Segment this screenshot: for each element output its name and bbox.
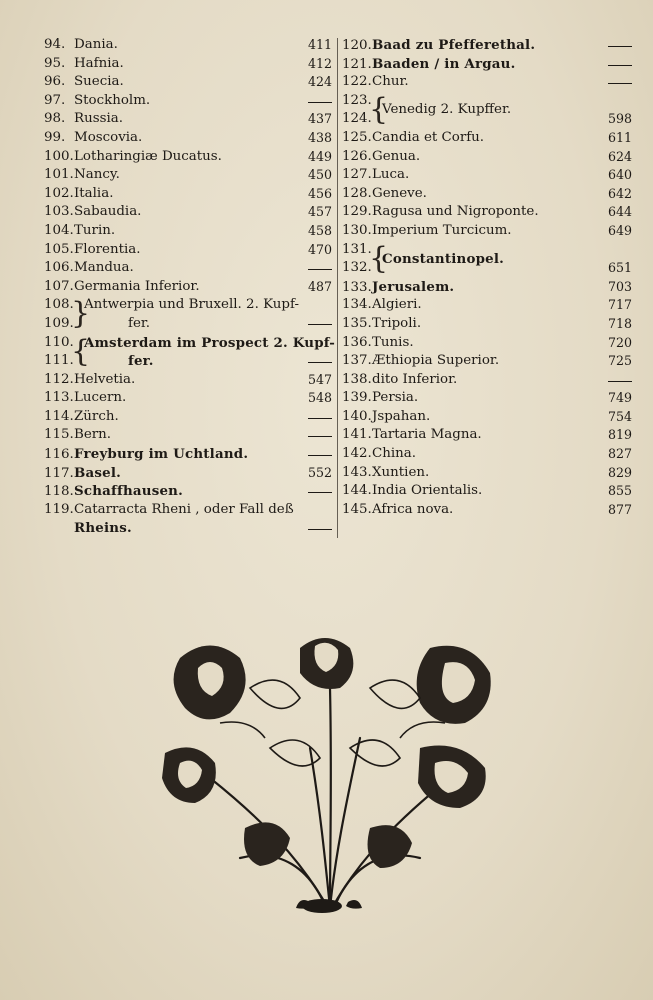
index-entry: 143.Xuntien. 829 — [342, 464, 632, 480]
index-entry: 120.Baad zu Pfefferethal. — [342, 36, 632, 55]
index-entry-pair: 131. 132. { Constantinopel. 651 — [342, 241, 632, 278]
index-entry: 138.dito Inferior. — [342, 371, 632, 390]
index-entry: 119.Catarracta Rheni , oder Fall deß Rheins. — [44, 501, 332, 538]
index-entry: 118.Schaffhausen. — [44, 482, 332, 501]
pair-label: Antwerpia und Bruxell. 2. Kupf- fer. — [84, 297, 299, 331]
index-entry: 133.Jerusalem. 703 — [342, 278, 632, 295]
index-entry: 142.China. 827 — [342, 446, 632, 462]
index-entry: 137.Æthiopia Superior. 725 — [342, 353, 632, 369]
pair-label: Amsterdam im Prospect 2. Kupf- fer. — [84, 334, 336, 370]
pair-numbers: 123. 124. — [342, 92, 372, 127]
index-entry: 99. Moscovia. 438 — [44, 129, 332, 145]
brace-icon: { — [369, 91, 389, 127]
index-entry-pair: 123. 124. { Venedig 2. Kupffer. 598 — [342, 92, 632, 129]
index-entry: 113.Lucern. 548 — [44, 390, 332, 406]
index-entry: 102.Italia. 456 — [44, 185, 332, 201]
index-entry: 105.Florentia. 470 — [44, 241, 332, 257]
index-entry: 129.Ragusa und Nigroponte. 644 — [342, 204, 632, 220]
index-entry: 128.Geneve. 642 — [342, 185, 632, 201]
pair-label: Venedig 2. Kupffer. — [382, 101, 512, 117]
index-entry: 130.Imperium Turcicum. 649 — [342, 222, 632, 238]
index-entry: 115.Bern. — [44, 426, 332, 445]
index-entry: 104.Turin. 458 — [44, 222, 332, 238]
index-column-left — [44, 36, 336, 538]
column-divider — [337, 38, 338, 538]
index-entry: 127.Luca. 640 — [342, 167, 632, 183]
brace-icon: { — [369, 240, 389, 276]
index-entry: 145.Africa nova. 877 — [342, 501, 632, 517]
pair-numbers: 108. 109. — [44, 297, 74, 331]
floral-bouquet-woodcut-icon — [150, 628, 510, 928]
index-entry-pair — [44, 296, 332, 333]
index-entry: 136.Tunis. 720 — [342, 334, 632, 350]
index-entry: 94. Dania. 411 — [44, 37, 332, 52]
index-entry: 103.Sabaudia. 457 — [44, 204, 332, 220]
index-column-right — [342, 36, 632, 519]
index-entry: 114.Zürch. — [44, 408, 332, 427]
index-entry: 107.Germania Inferior. 487 — [44, 278, 332, 294]
index-entry: 97. Stockholm. — [44, 92, 332, 111]
index-entry: 117.Basel. 552 — [44, 464, 332, 481]
index-entry: 101.Nancy. 450 — [44, 167, 332, 183]
pair-label: Constantinopel. — [382, 250, 505, 267]
index-entry: 100.Lotharingiæ Ducatus. 449 — [44, 148, 332, 164]
brace-icon: { — [71, 333, 91, 369]
index-entry: 125.Candia et Corfu. 611 — [342, 129, 632, 145]
index-entry: 144.India Orientalis. 855 — [342, 483, 632, 499]
index-entry: 98. Russia. 437 — [44, 111, 332, 127]
index-entry: 135.Tripoli. 718 — [342, 315, 632, 331]
index-entry: 116.Freyburg im Uchtland. — [44, 445, 332, 464]
index-entry: 141.Tartaria Magna. 819 — [342, 427, 632, 443]
index-entry-pair — [44, 333, 336, 371]
index-entry: 106.Mandua. — [44, 259, 332, 278]
index-entry: 121.Baaden / in Argau. — [342, 55, 632, 74]
index-entry: 122.Chur. — [342, 73, 632, 92]
index-entry: 96. Suecia. 424 — [44, 74, 332, 90]
index-entry: 126.Genua. 624 — [342, 148, 632, 164]
index-entry: 95. Hafnia. 412 — [44, 55, 332, 71]
pair-numbers: 131. 132. — [342, 241, 372, 276]
index-entry: 112.Helvetia. 547 — [44, 371, 332, 387]
pair-numbers: 110. 111. — [44, 334, 74, 369]
index-entry: 134.Algieri. 717 — [342, 297, 632, 313]
brace-icon: } — [71, 296, 91, 332]
index-entry: 139.Persia. 749 — [342, 390, 632, 406]
index-entry: 140.Jspahan. 754 — [342, 408, 632, 424]
